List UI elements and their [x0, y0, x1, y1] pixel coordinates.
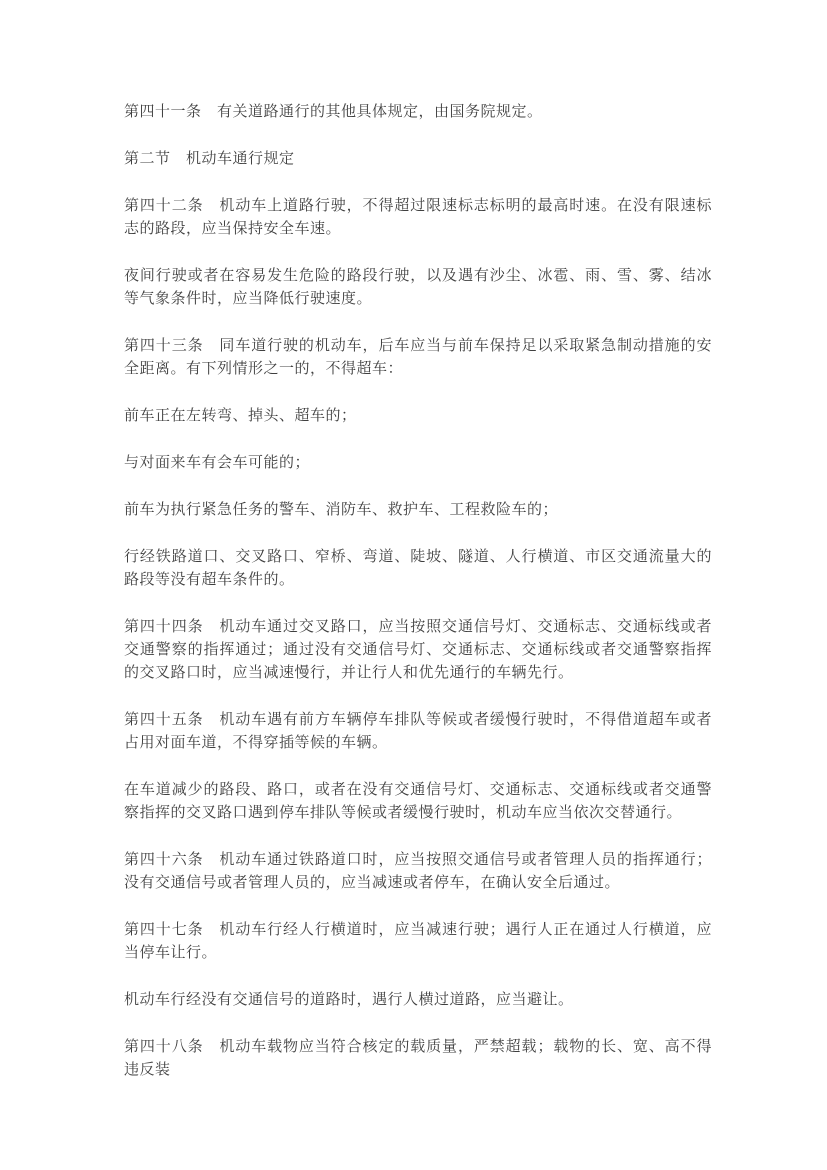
paragraph-article-47-cont: 机动车行经没有交通信号的道路时，遇行人横过道路，应当避让。 [124, 992, 574, 1008]
paragraph-article-42-cont: 夜间行驶或者在容易发生危险的路段行驶，以及遇有沙尘、冰雹、雨、雪、雾、结冰等气象条件时，应当降低行驶速度。 [124, 268, 712, 307]
paragraph-article-43-item-3: 前车为执行紧急任务的警车、消防车、救护车、工程救险车的； [124, 502, 559, 518]
paragraph-article-45-cont: 在车道减少的路段、路口，或者在没有交通信号灯、交通标志、交通标线或者交通警察指挥的交叉路口遇到停车排队等候或者缓慢行驶时，机动车应当依次交替通行。 [124, 782, 712, 821]
section-heading: 第二节 机动车通行规定 [124, 151, 295, 167]
paragraph-article-43-item-1: 前车正在左转弯、掉头、超车的； [124, 408, 357, 424]
document-body [124, 101, 712, 1082]
paragraph-article-41: 第四十一条 有关道路通行的其他具体规定，由国务院规定。 [124, 104, 543, 120]
paragraph-article-43: 第四十三条 同车道行驶的机动车，后车应当与前车保持足以采取紧急制动措施的安全距离。有下列情形之一的，不得超车： [124, 338, 712, 377]
paragraph-article-42: 第四十二条 机动车上道路行驶，不得超过限速标志标明的最高时速。在没有限速标志的路段，应当保持安全车速。 [124, 198, 712, 237]
paragraph-article-48: 第四十八条 机动车载物应当符合核定的载质量，严禁超载；载物的长、宽、高不得违反装 [124, 1039, 712, 1078]
paragraph-article-43-item-4: 行经铁路道口、交叉路口、窄桥、弯道、陡坡、隧道、人行横道、市区交通流量大的路段等没有超车条件的。 [124, 549, 712, 588]
paragraph-article-45: 第四十五条 机动车遇有前方车辆停车排队等候或者缓慢行驶时，不得借道超车或者占用对面车道，不得穿插等候的车辆。 [124, 712, 712, 751]
paragraph-article-44: 第四十四条 机动车通过交叉路口，应当按照交通信号灯、交通标志、交通标线或者交通警察的指挥通过；通过没有交通信号灯、交通标志、交通标线或者交通警察指挥的交叉路口时，应当减速慢行，并让行人和优先通行的车辆先行。 [124, 619, 712, 681]
paragraph-article-46: 第四十六条 机动车通过铁路道口时，应当按照交通信号或者管理人员的指挥通行；没有交通信号或者管理人员的，应当减速或者停车，在确认安全后通过。 [124, 852, 712, 891]
paragraph-article-47: 第四十七条 机动车行经人行横道时，应当减速行驶；遇行人正在通过人行横道，应当停车让行。 [124, 922, 712, 961]
paragraph-article-43-item-2: 与对面来车有会车可能的； [124, 455, 311, 471]
